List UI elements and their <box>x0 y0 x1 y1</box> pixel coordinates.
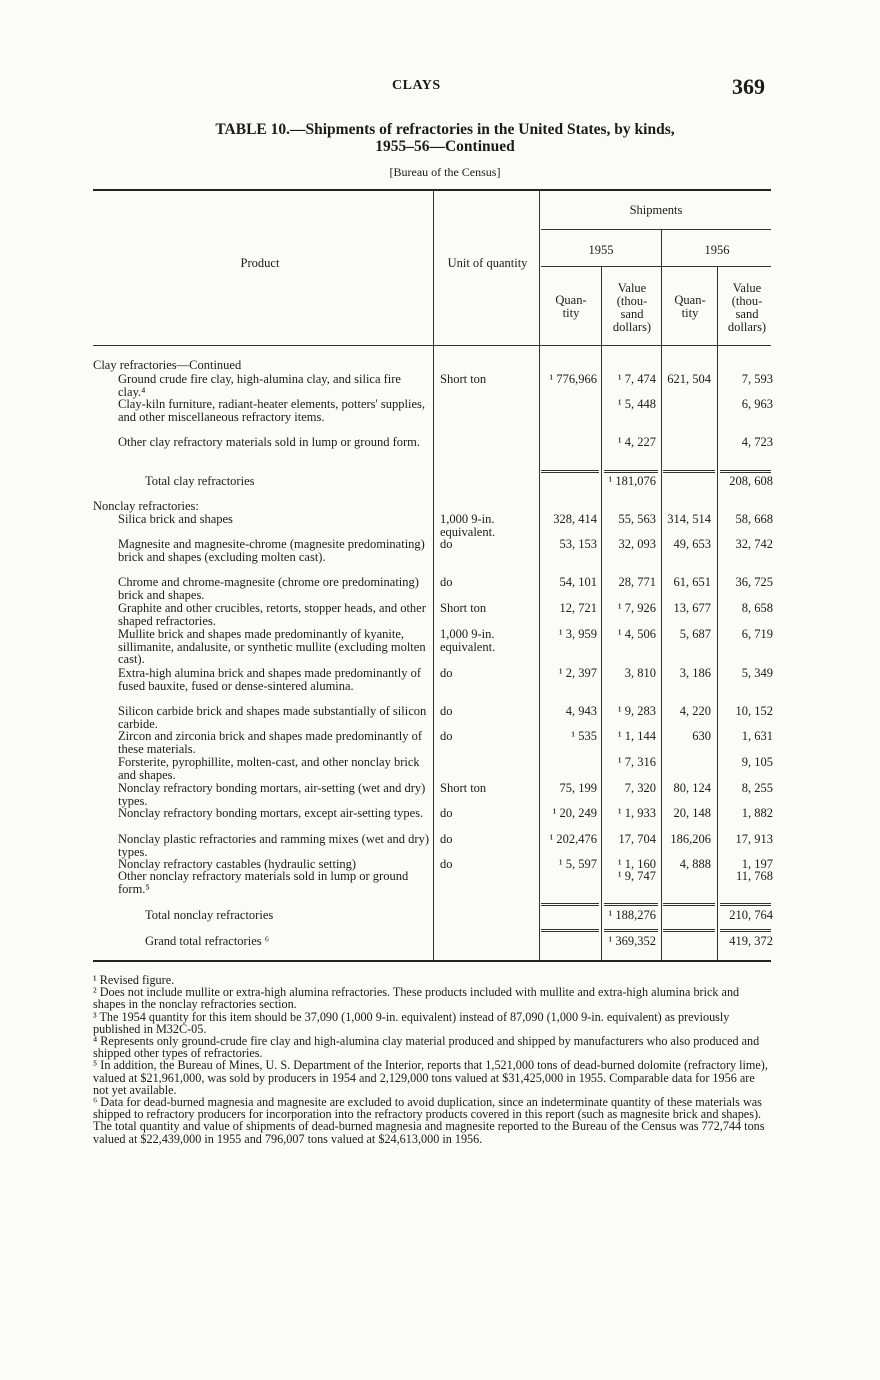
value-1956-cell: 7, 593 <box>741 372 773 386</box>
footnote-4: ⁴ Represents only ground-crude fire clay and high-alumina clay material produced and shipped by manufacturers who also produced and shipped other types of refractories. <box>93 1034 760 1061</box>
quantity-1955-cell: ¹ 2, 397 <box>558 666 597 680</box>
col-divider-product <box>433 191 434 960</box>
total-nonclay-rule <box>720 903 771 906</box>
col-divider-year <box>661 229 662 960</box>
unit-cell: do <box>440 806 453 820</box>
footnote-3: ³ The 1954 quantity for this item should be 37,090 (1,000 9-in. equivalent) instead of 87,090 (1,000 9-in. equivalent) as previously published in M32C-05. <box>93 1009 730 1036</box>
value-1955-cell: ¹ 9, 283 <box>617 704 656 718</box>
value-1955-cell: ¹ 181,076 <box>608 474 656 488</box>
value-1955-cell: ¹ 7, 474 <box>617 372 656 386</box>
value-1956-cell: 8, 255 <box>741 781 773 795</box>
total-nonclay-rule <box>663 903 715 906</box>
total-clay-rule <box>720 470 771 473</box>
value-1956-cell: 11, 768 <box>735 869 773 883</box>
col-divider-q56 <box>717 266 718 960</box>
value-1955-cell: 32, 093 <box>618 537 656 551</box>
unit-cell: do <box>440 857 453 871</box>
value-1956-cell: 4, 723 <box>741 435 773 449</box>
header-quantity-1955: Quan- tity <box>555 293 587 320</box>
value-1956-cell: 17, 913 <box>735 832 773 846</box>
unit-cell: Short ton <box>440 372 487 386</box>
value-1955-cell: ¹ 4, 506 <box>617 627 656 641</box>
product-cell: Total clay refractories <box>145 474 255 488</box>
value-1955-cell: ¹ 1, 160 <box>617 857 656 871</box>
unit-cell: 1,000 9-in. equivalent. <box>440 627 496 654</box>
unit-cell: do <box>440 666 453 680</box>
grand-total-rule <box>604 929 658 932</box>
quantity-1955-cell: ¹ 5, 597 <box>558 857 597 871</box>
unit-cell: do <box>440 575 453 589</box>
header-bottom-rule <box>93 345 771 346</box>
quantity-1955-cell: ¹ 202,476 <box>549 832 597 846</box>
table-top-rule <box>93 189 771 191</box>
value-1956-cell: 208, 608 <box>729 474 773 488</box>
value-1956-cell: 419, 372 <box>729 934 773 948</box>
year-rule <box>541 266 771 267</box>
product-cell: Graphite and other crucibles, retorts, stopper heads, and other shaped refractories. <box>118 601 426 628</box>
grand-total-rule <box>541 929 599 932</box>
total-clay-rule <box>663 470 715 473</box>
total-nonclay-rule <box>604 903 658 906</box>
product-cell: Total nonclay refractories <box>145 908 274 922</box>
quantity-1956-cell: 49, 653 <box>673 537 711 551</box>
footnote-separator <box>93 961 771 962</box>
unit-cell: Short ton <box>440 601 487 615</box>
quantity-1956-cell: 13, 677 <box>673 601 711 615</box>
page-number: 369 <box>732 74 765 99</box>
quantity-1956-cell: 186,206 <box>670 832 711 846</box>
value-1956-cell: 8, 658 <box>741 601 773 615</box>
value-1955-cell: 3, 810 <box>624 666 656 680</box>
product-cell: Other nonclay refractory materials sold in lump or ground form.⁵ <box>118 869 409 896</box>
unit-cell: do <box>440 704 453 718</box>
value-1955-cell: 28, 771 <box>618 575 656 589</box>
quantity-1956-cell: 4, 220 <box>679 704 711 718</box>
header-unit: Unit of quantity <box>447 256 528 270</box>
value-1955-cell: 7, 320 <box>624 781 656 795</box>
running-head <box>0 74 880 100</box>
value-1956-cell: 1, 631 <box>741 729 773 743</box>
quantity-1955-cell: 54, 101 <box>559 575 597 589</box>
value-1956-cell: 9, 105 <box>741 755 773 769</box>
product-cell: Zircon and zirconia brick and shapes made predominantly of these materials. <box>118 729 423 756</box>
unit-cell: 1,000 9-in. equivalent. <box>440 512 496 539</box>
value-1955-cell: ¹ 7, 926 <box>617 601 656 615</box>
value-1955-cell: ¹ 188,276 <box>608 908 656 922</box>
quantity-1956-cell: 621, 504 <box>667 372 711 386</box>
quantity-1955-cell: 75, 199 <box>559 781 597 795</box>
value-1956-cell: 6, 719 <box>741 627 773 641</box>
unit-cell: do <box>440 537 453 551</box>
value-1955-cell: 55, 563 <box>618 512 656 526</box>
quantity-1956-cell: 4, 888 <box>679 857 711 871</box>
value-1955-cell: ¹ 5, 448 <box>617 397 656 411</box>
product-cell: Other clay refractory materials sold in lump or ground form. <box>118 435 420 449</box>
value-1955-cell: ¹ 369,352 <box>608 934 656 948</box>
product-cell: Nonclay refractory bonding mortars, air-setting (wet and dry) types. <box>118 781 426 808</box>
footnote-5: ⁵ In addition, the Bureau of Mines, U. S. Department of the Interior, reports that 1,521,000 tons of dead-burned dolomite (refractory lime), valued at $21,961,000, was sold by producers in 1954 and 2,129,000 tons valued at $31,425,000 in 1955. Comparable data for 1956 are not yet available. <box>93 1058 768 1097</box>
value-1956-cell: 210, 764 <box>729 908 773 922</box>
section-title: CLAYS <box>392 78 441 93</box>
product-cell: Nonclay refractories: <box>93 499 199 513</box>
value-1955-cell: 17, 704 <box>618 832 656 846</box>
value-1956-cell: 1, 882 <box>741 806 773 820</box>
header-year-1955: 1955 <box>588 243 614 257</box>
quantity-1955-cell: 53, 153 <box>559 537 597 551</box>
value-1956-cell: 32, 742 <box>735 537 773 551</box>
footnote-1: ¹ Revised figure. <box>93 973 175 987</box>
value-1955-cell: ¹ 1, 144 <box>617 729 656 743</box>
total-clay-rule <box>541 470 599 473</box>
product-cell: Ground crude fire clay, high-alumina clay, and silica fire clay.⁴ <box>118 372 401 399</box>
quantity-1955-cell: 12, 721 <box>559 601 597 615</box>
footnotes <box>93 974 773 1145</box>
value-1955-cell: ¹ 7, 316 <box>617 755 656 769</box>
product-cell: Nonclay refractory castables (hydraulic setting) <box>118 857 357 871</box>
header-product: Product <box>240 256 280 270</box>
quantity-1955-cell: 4, 943 <box>565 704 597 718</box>
quantity-1955-cell: ¹ 20, 249 <box>552 806 597 820</box>
value-1955-cell: ¹ 9, 747 <box>617 869 656 883</box>
product-cell: Mullite brick and shapes made predominantly of kyanite, sillimanite, andalusite, or synthetic mullite (excluding molten cast). <box>118 627 426 666</box>
value-1956-cell: 5, 349 <box>741 666 773 680</box>
quantity-1955-cell: 328, 414 <box>553 512 597 526</box>
unit-cell: do <box>440 729 453 743</box>
header-value-1956: Value (thou- sand dollars) <box>727 281 767 334</box>
product-cell: Clay-kiln furniture, radiant-heater elements, potters' supplies, and other miscellaneous refractory items. <box>118 397 426 424</box>
product-cell: Silica brick and shapes <box>118 512 233 526</box>
header-year-1956: 1956 <box>704 243 730 257</box>
value-1956-cell: 6, 963 <box>741 397 773 411</box>
product-cell: Clay refractories—Continued <box>93 358 242 372</box>
quantity-1955-cell: ¹ 3, 959 <box>558 627 597 641</box>
table-title-line1: TABLE 10.—Shipments of refractories in the United States, by kinds, <box>215 121 675 138</box>
header-shipments: Shipments <box>629 203 683 217</box>
product-cell: Chrome and chrome-magnesite (chrome ore predominating) brick and shapes. <box>118 575 419 602</box>
quantity-1955-cell: ¹ 776,966 <box>549 372 597 386</box>
value-1956-cell: 10, 152 <box>735 704 773 718</box>
table-title-line2: 1955–56—Continued <box>375 138 515 155</box>
unit-cell: do <box>440 832 453 846</box>
footnote-6: ⁶ Data for dead-burned magnesia and magnesite are excluded to avoid duplication, since an indeterminate quantity of these materials was shipped to refractory producers for incorporation into the refractory products covered in this report (such as magnesite brick and shapes). The total quantity and value of shipments of dead-burned magnesia and magnesite reported to the Bureau of the Census was 772,744 tons valued at $22,439,000 in 1955 and 796,007 tons valued at $24,613,000 in 1956. <box>93 1095 765 1146</box>
unit-cell: Short ton <box>440 781 487 795</box>
quantity-1956-cell: 630 <box>692 729 711 743</box>
grand-total-rule <box>663 929 715 932</box>
grand-total-rule <box>720 929 771 932</box>
product-cell: Extra-high alumina brick and shapes made predominantly of fused bauxite, fused or dense-sintered alumina. <box>118 666 422 693</box>
value-1956-cell: 1, 197 <box>741 857 773 871</box>
value-1955-cell: ¹ 4, 227 <box>617 435 656 449</box>
value-1956-cell: 58, 668 <box>735 512 773 526</box>
quantity-1956-cell: 314, 514 <box>667 512 711 526</box>
quantity-1956-cell: 80, 124 <box>673 781 711 795</box>
product-cell: Nonclay refractory bonding mortars, except air-setting types. <box>118 806 424 820</box>
total-nonclay-rule <box>541 903 599 906</box>
quantity-1955-cell: ¹ 535 <box>571 729 597 743</box>
total-clay-rule <box>604 470 658 473</box>
quantity-1956-cell: 20, 148 <box>673 806 711 820</box>
quantity-1956-cell: 5, 687 <box>679 627 711 641</box>
value-1956-cell: 36, 725 <box>735 575 773 589</box>
product-cell: Forsterite, pyrophillite, molten-cast, and other nonclay brick and shapes. <box>118 755 420 782</box>
quantity-1956-cell: 3, 186 <box>679 666 711 680</box>
footnote-2: ² Does not include mullite or extra-high alumina refractories. These products included with mullite and extra-high alumina brick and shapes in the nonclay refractories section. <box>93 985 740 1012</box>
col-divider-q55 <box>601 266 602 960</box>
col-divider-unit <box>539 191 540 960</box>
value-1955-cell: ¹ 1, 933 <box>617 806 656 820</box>
header-quantity-1956: Quan- tity <box>674 293 706 320</box>
table-source: [Bureau of the Census] <box>389 165 501 179</box>
table-title <box>120 121 770 155</box>
product-cell: Magnesite and magnesite-chrome (magnesite predominating) brick and shapes (excluding molten cast). <box>118 537 425 564</box>
quantity-1956-cell: 61, 651 <box>673 575 711 589</box>
product-cell: Grand total refractories ⁶ <box>145 934 270 948</box>
product-cell: Silicon carbide brick and shapes made substantially of silicon carbide. <box>118 704 427 731</box>
shipments-rule <box>541 229 771 230</box>
product-cell: Nonclay plastic refractories and ramming mixes (wet and dry) types. <box>118 832 429 859</box>
header-value-1955: Value (thou- sand dollars) <box>612 281 652 334</box>
